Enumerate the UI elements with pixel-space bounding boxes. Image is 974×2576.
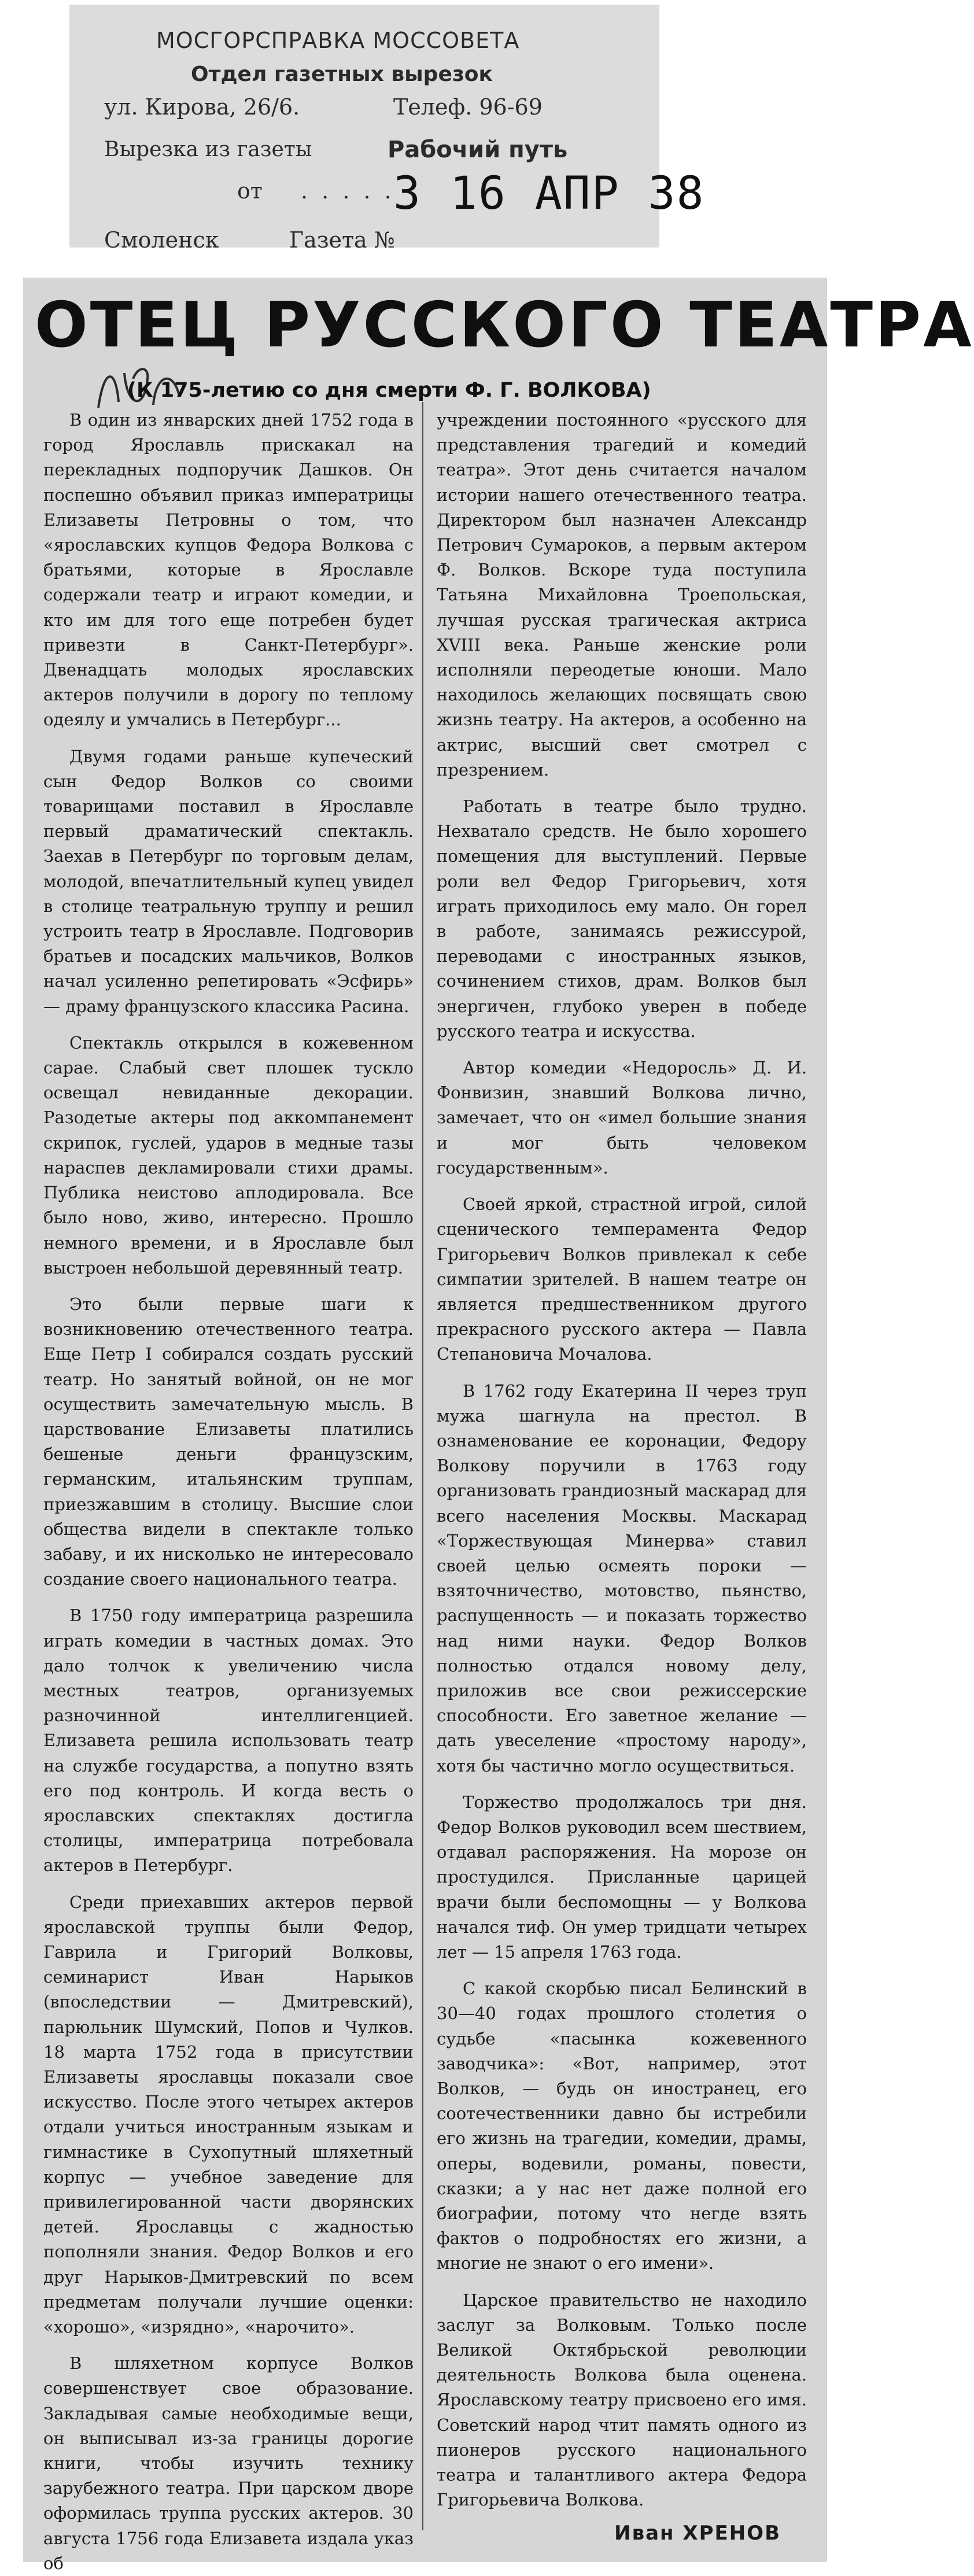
from-label: от — [237, 178, 263, 204]
clipping-date: 3 16 АПР 38 — [393, 168, 705, 220]
clipping-stamp — [69, 5, 705, 253]
cut-from-label: Вырезка из газеты — [104, 138, 312, 161]
date-dots: . . . . . — [301, 178, 395, 204]
column-divider — [422, 402, 423, 2530]
city-label: Смоленск — [104, 227, 219, 253]
paragraph: Среди приехавших актеров первой ярославской труппы были Федор, Гаврила и Григорий Волковы, семинарист Иван Нарыков (впоследствии — Дмитревский), парюльник Шумский, Попов и Чулков. 18 марта 1752 года в присутствии Елизаветы ярославцы показали свое искусство. После этого четырех актеров отдали учиться иностранным языкам и гимнастике в Сухопутный шляхетный корпус — учебное заведение для привилегированной части дворянских детей. Ярославцы с жадностью пополняли знания. Федор Волков и его друг Нарыков-Дмитревский по всем предметам получали лучшие оценки: «хорошо», «изрядно», «нарочито». — [43, 1892, 414, 2337]
agency-phone: Телеф. 96-69 — [393, 94, 543, 120]
article-author: Иван ХРЕНОВ — [614, 2522, 781, 2545]
agency-name: МОСГОРСПРАВКА МОССОВЕТА — [156, 28, 520, 53]
paragraph: С какой скорбью писал Белинский в 30—40 годах прошлого столетия о судьбе «пасынка кожевенного заводчика»: «Вот, например, этот Волков, — будь он иностранец, его соотечественники давно бы истребили его жизнь на трагедии, комедии, драмы, оперы, водевили, романы, повести, сказки; а у нас нет даже полной его биографии, потому что негде взять фактов о подробностях его жизни, а многие не знают о его имени». — [437, 1979, 807, 2274]
paragraph: Это были первые шаги к возникновению отечественного театра. Еще Петр I собирался создать русский театр. Но занятый войной, он не мог осуществить замечательную мысль. В царствование Елизаветы платились бешеные деньги французским, германским, итальянским труппам, приезжавшим в столицу. Высшие слои общества видели в спектакле только забаву, и их нисколько не интересовало создание своего национального театра. — [43, 1294, 414, 1589]
left-column — [43, 408, 414, 2573]
agency-address: ул. Кирова, 26/6. — [104, 94, 300, 120]
paragraph: В один из январских дней 1752 года в город Ярославль прискакал на перекладных подпоручик Дашков. Он поспешно объявил приказ императрицы Елизаветы Петровны о том, что «ярославских купцов Федора Волкова с братьями, которые в Ярославле содержали театр и играют комедии, и кто им для того еще потребен будет привезти в Санкт-Петербург». Двенадцать молодых ярославских актеров получили в дорогу по теплому одеялу и умчались в Петербург... — [43, 410, 414, 730]
paragraph: В 1762 году Екатерина II через труп мужа шагнула на престол. В ознаменование ее коронации, Федору Волкову поручили в 1763 году организовать грандиозный маскарад для всего населения Москвы. Маскарад «Торжествующая Минерва» ставил своей целью осмеять пороки — взяточничество, мотовство, пьянство, распущенность — и показать торжество над ними науки. Федор Волков полностью отдался новому делу, приложив все свои режиссерские способности. Его заветное желание — дать увеселение «простому народу», хотя бы частично могло осуществиться. — [437, 1381, 807, 1776]
newspaper-name: Рабочий путь — [388, 136, 568, 163]
paragraph: В шляхетном корпусе Волков совершенствует свое образование. Закладывая самые необходимые вещи, он выписывал из-за границы дорогие книги, чтобы изучить технику зарубежного театра. При царском дворе оформилась труппа русских актеров. 30 августа 1756 года Елизавета издала указ об — [43, 2353, 414, 2573]
paragraph: Двумя годами раньше купеческий сын Федор Волков со своими товарищами поставил в Ярославле первый драматический спектакль. Заехав в Петербург по торговым делам, молодой, впечатлительный купец увидел в столице театральную труппу и решил устроить театр в Ярославле. Подговорив братьев и посадских мальчиков, Волков начал усиленно репетировать «Эсфирь» — драму французского классика Расина. — [43, 746, 414, 1016]
article-headline: ОТЕЦ РУССКОГО ТЕАТРА — [35, 289, 974, 361]
newspaper-clipping — [23, 278, 974, 2573]
paragraph: Автор комедии «Недоросль» Д. И. Фонвизин, знавший Волкова лично, замечает, что он «имел большие знания и мог быть человеком государственным». — [437, 1058, 807, 1178]
paragraph: Спектакль открылся в кожевенном сарае. Слабый свет плошек тускло освещал невиданные декорации. Разодетые актеры под аккомпанемент скрипок, гуслей, ударов в медные тазы нараспев декламировали стихи драмы. Публика неистово аплодировала. Все было ново, живо, интересно. Прошло немного времени, и в Ярославле был выстроен небольшой деревянный театр. — [43, 1032, 414, 1278]
paragraph: В 1750 году императрица разрешила играть комедии в частных домах. Это дало толчок к увеличению числа местных театров, организуемых разночинной интеллигенцией. Елизавета решила использовать театр на службе государства, а попутно взять его под контроль. И когда весть о ярославских спектаклях достигла столицы, императрица потребовала актеров в Петербург. — [43, 1606, 414, 1876]
right-column — [437, 408, 807, 2548]
paragraph: Работать в театре было трудно. Нехватало средств. Не было хорошего помещения для выступлений. Первые роли вел Федор Григорьевич, хотя играть приходилось ему мало. Он горел в работе, занимаясь режиссурой, переводами с иностранных языков, сочинением стихов, драм. Волков был энергичен, глубоко уверен в победе русского театра и искусства. — [437, 796, 807, 1041]
paragraph: Своей яркой, страстной игрой, силой сценического темперамента Федор Григорьевич Волков привлекал к себе симпатии зрителей. В нашем театре он является предшественником другого прекрасного русского актера — Павла Степановича Мочалова. — [437, 1194, 807, 1364]
department-name: Отдел газетных вырезок — [191, 62, 493, 86]
paragraph: Царское правительство не находило заслуг за Волковым. Только после Великой Октябрьской революции деятельность Волкова была оценена. Ярославскому театру присвоено его имя. Советский народ чтит память одного из пионеров русского национального театра и талантливого актера Федора Григорьевича Волкова. — [437, 2290, 807, 2510]
paragraph: Торжество продолжалось три дня. Федор Волков руководил всем шествием, отдавал распоряжения. На морозе он простудился. Присланные царицей врачи были беспомощны — у Волкова начался тиф. Он умер тридцати четырех лет — 15 апреля 1763 года. — [437, 1792, 807, 1962]
paragraph: учреждении постоянного «русского для представления трагедий и комедий театра». Этот день считается началом истории нашего отечественного театра. Директором был назначен Александр Петрович Сумароков, а первым актером Ф. Волков. Вскоре туда поступила Татьяна Михайловна Троепольская, лучшая русская трагическая актриса XVIII века. Раньше женские роли исполняли переодетые юноши. Мало находилось желающих посвящать свою жизнь театру. На актеров, а особенно на актрис, высший свет смотрел с презрением. — [437, 410, 807, 780]
gazette-number-label: Газета № — [289, 227, 395, 253]
article-subheadline: (К 175-летию со дня смерти Ф. Г. ВОЛКОВА) — [127, 379, 651, 402]
